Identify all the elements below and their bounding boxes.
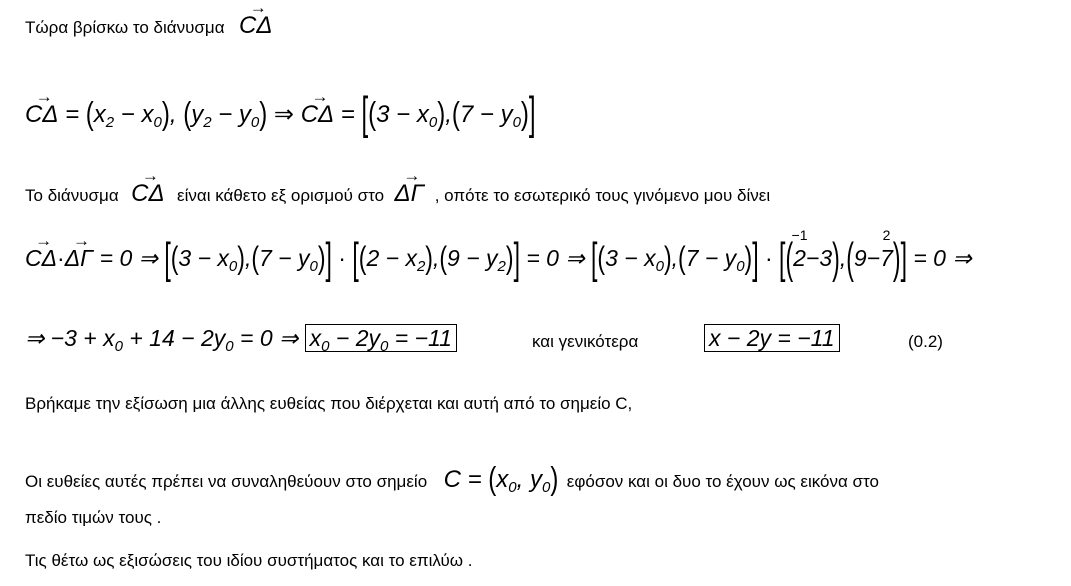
- vector-cd: → CΔ: [25, 245, 57, 272]
- vector-cd: → CΔ: [25, 101, 58, 129]
- equation-2: → CΔ·→ ΔΓ = 0 ⇒ $[(3 - x_0),(7 - y_0)] \cdot [(2 - x_2),(9 - y_2)] = 0$ ⇒ $[(3 - x_0),(7 - y_0)] \cdot [(2$ −1 −3),(9− 2 7)] = 0 ⇒: [25, 245, 972, 272]
- line-6: Βρήκαμε την εξίσωση μια άλλης ευθείας που διέρχεται και αυτή από το σημείο C,: [25, 394, 633, 413]
- line-7: Οι ευθείες αυτές πρέπει να συναληθεύουν στο σημείο $C = (x_0$, $y_0$) εφόσον και οι δυο το έχουν ως εικόνα στο: [25, 461, 879, 498]
- boxed-result-1: $x_0 - 2y_0 = -11$: [305, 324, 457, 352]
- point-c: $C = (x_0$, $y_0$): [443, 461, 559, 498]
- vector-cd: → CΔ: [239, 12, 272, 39]
- vector-dg: → ΔΓ: [394, 180, 424, 207]
- equation-number: (0.2): [908, 332, 943, 351]
- general-label: και γενικότερα: [532, 332, 639, 351]
- line-9: Τις θέτω ως εξισώσεις του ιδίου συστήματος και το επιλύω .: [25, 551, 473, 570]
- vector-cd: → CΔ: [301, 101, 334, 129]
- equation-1: → $C\Delta = (x_2 - x_0)$, $(y_2 - y_0)$ ⇒ → $C\Delta = [(3 - x_0),(7 - y_0)]$: [25, 100, 536, 129]
- intro-text: Τώρα βρίσκω το διάνυσμα: [25, 18, 225, 37]
- line-3: Το διάνυσμα → CΔ είναι κάθετο εξ ορισμού στο → ΔΓ , οπότε το εσωτερικό τους γινόμενο μου δίνει: [25, 180, 770, 208]
- vector-dg: → ΔΓ: [65, 245, 94, 272]
- boxed-result-2: x − 2y = −11: [704, 324, 840, 352]
- vector-cd: → CΔ: [131, 180, 164, 207]
- line-1: [25, 12, 272, 40]
- line-8: πεδίο τιμών τους .: [25, 508, 162, 527]
- equation-3: ⇒ $-3 + x_0 + 14 - 2y_0 = 0$ ⇒ $x_0 - 2y_0 = -11$: [25, 324, 457, 352]
